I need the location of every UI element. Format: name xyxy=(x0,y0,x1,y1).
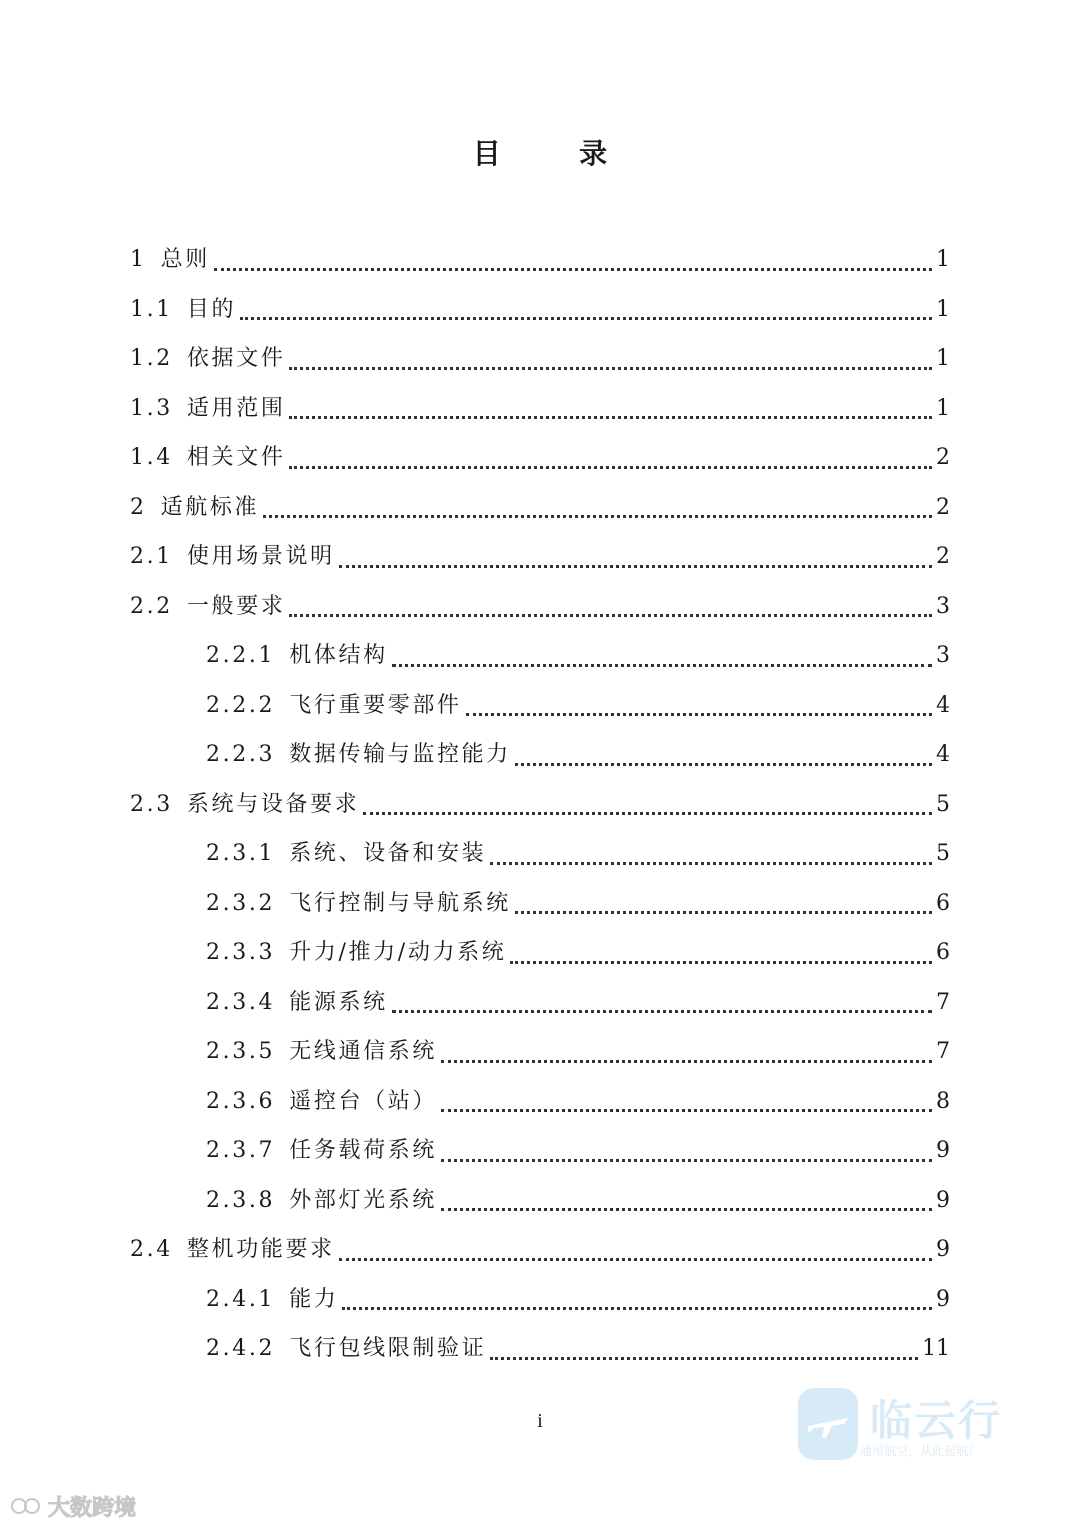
toc-entry[interactable] xyxy=(130,436,950,486)
toc-entry-title: 依据文件 xyxy=(186,346,286,371)
toc-entry-page: 9 xyxy=(936,1138,950,1163)
toc-entry-title: 能源系统 xyxy=(289,989,388,1015)
toc-entry-number: 2.2 xyxy=(130,593,173,619)
toc-entry[interactable] xyxy=(130,585,950,635)
toc-entry-number: 1.3 xyxy=(130,395,173,421)
toc-entry[interactable] xyxy=(130,931,950,981)
toc-dot-leader xyxy=(240,301,932,323)
toc-entry-page: 1 xyxy=(936,296,950,322)
toc-entry-page: 11 xyxy=(922,1336,950,1361)
toc-entry-number: 2 xyxy=(130,494,147,520)
toc-entry-number: 2.4 xyxy=(130,1237,173,1262)
page-number: i xyxy=(537,1410,543,1432)
toc-entry[interactable] xyxy=(130,733,950,783)
toc-entry-page: 9 xyxy=(936,1286,950,1312)
toc-entry-number: 2.2.3 xyxy=(206,742,276,767)
toc-entry-number: 2.3.1 xyxy=(206,841,276,866)
toc-entry-number: 2.4.2 xyxy=(206,1336,276,1361)
toc-entry[interactable] xyxy=(130,535,950,585)
toc-dot-leader xyxy=(515,895,932,917)
toc-entry-title: 系统、设备和安装 xyxy=(289,841,487,866)
toc-entry-page: 3 xyxy=(936,593,950,619)
toc-dot-leader xyxy=(466,697,932,719)
toc-dot-leader xyxy=(339,549,932,571)
toc-entry-page: 8 xyxy=(936,1088,950,1114)
toc-entry-page: 2 xyxy=(936,544,950,569)
toc-entry-number: 2.4.1 xyxy=(206,1286,276,1312)
toc-entry-title: 无线通信系统 xyxy=(289,1039,438,1064)
toc-entry[interactable] xyxy=(130,1030,950,1080)
toc-entry-number: 2.3.6 xyxy=(206,1088,276,1114)
toc-entry[interactable] xyxy=(130,1327,950,1377)
toc-dot-leader xyxy=(289,351,932,373)
toc-entry-title: 适用范围 xyxy=(186,395,286,421)
toc-entry-title: 整机功能要求 xyxy=(186,1237,335,1262)
toc-dot-leader xyxy=(289,450,932,472)
toc-entry-page: 1 xyxy=(936,247,950,272)
toc-dot-leader xyxy=(441,1192,932,1214)
dashu-watermark xyxy=(10,1492,136,1520)
toc-entry[interactable] xyxy=(130,1278,950,1328)
toc-entry-number: 2.2.1 xyxy=(206,643,276,668)
toc-entry[interactable] xyxy=(130,832,950,882)
toc-entry-title: 使用场景说明 xyxy=(186,544,335,569)
toc-entry[interactable] xyxy=(130,1228,950,1278)
toc-entry-number: 2.3.4 xyxy=(206,989,276,1015)
toc-entry-title: 能力 xyxy=(289,1286,339,1312)
toc-entry[interactable] xyxy=(130,783,950,833)
toc-entry-title: 飞行控制与导航系统 xyxy=(289,890,511,916)
toc-entry-page: 9 xyxy=(936,1187,950,1213)
toc-entry-page: 4 xyxy=(936,692,950,718)
toc-dot-leader xyxy=(441,1143,932,1165)
toc-entry-title: 适航标准 xyxy=(160,494,260,520)
toc-dot-leader xyxy=(263,499,932,521)
linyun-brand: 临云行 xyxy=(870,1396,1003,1445)
toc-entry-page: 9 xyxy=(936,1237,950,1262)
toc-entry-number: 1.1 xyxy=(130,296,173,322)
toc-entry-page: 3 xyxy=(936,643,950,668)
toc-entry[interactable] xyxy=(130,238,950,288)
toc-entry-number: 1.2 xyxy=(130,346,173,371)
toc-entry-title: 相关文件 xyxy=(186,445,286,470)
toc-entry[interactable] xyxy=(130,981,950,1031)
linyun-slogan: 通用航空，从此起航！ xyxy=(860,1444,981,1458)
toc-entry-title: 飞行重要零部件 xyxy=(289,692,462,718)
toc-dot-leader xyxy=(441,1093,932,1115)
toc-entry-number: 2.3.3 xyxy=(206,940,276,965)
toc-entry[interactable] xyxy=(130,337,950,387)
toc-entry-number: 2.3.5 xyxy=(206,1039,276,1064)
toc-entry[interactable] xyxy=(130,387,950,437)
toc-entry[interactable] xyxy=(130,288,950,338)
toc-dot-leader xyxy=(515,747,932,769)
toc-dot-leader xyxy=(392,994,932,1016)
toc-entry[interactable] xyxy=(130,1080,950,1130)
dashu-logo-icon xyxy=(10,1494,44,1518)
toc-entry[interactable] xyxy=(130,486,950,536)
toc-entry-number: 2.3.2 xyxy=(206,890,276,916)
toc-dot-leader xyxy=(214,252,932,274)
toc-entry-title: 飞行包线限制验证 xyxy=(289,1336,487,1361)
toc-dot-leader xyxy=(289,598,932,620)
toc-entry-page: 1 xyxy=(936,346,950,371)
page-title: 目 录 xyxy=(472,137,633,170)
toc-entry-title: 遥控台（站） xyxy=(289,1088,438,1114)
toc-entry-page: 7 xyxy=(936,1039,950,1064)
toc-entry-number: 2.3 xyxy=(130,791,173,817)
toc-entry[interactable] xyxy=(130,882,950,932)
toc-dot-leader xyxy=(490,846,932,868)
toc-dot-leader xyxy=(510,945,932,967)
toc-entry-title: 系统与设备要求 xyxy=(186,791,360,817)
linyun-watermark xyxy=(798,1388,1028,1470)
toc-entry-page: 5 xyxy=(936,791,950,817)
toc-entry-number: 2.3.7 xyxy=(206,1138,276,1163)
toc-entry-number: 2.3.8 xyxy=(206,1187,276,1213)
toc-entry-number: 1 xyxy=(130,247,147,272)
airplane-logo-icon xyxy=(798,1388,858,1460)
toc-entry[interactable] xyxy=(130,634,950,684)
toc-entry-page: 2 xyxy=(936,494,950,520)
toc-entry-number: 1.4 xyxy=(130,445,173,470)
toc-entry-title: 数据传输与监控能力 xyxy=(289,742,511,767)
toc-dot-leader xyxy=(490,1341,918,1363)
toc-entry-page: 6 xyxy=(936,890,950,916)
toc-entry-title: 外部灯光系统 xyxy=(289,1187,438,1213)
toc-entry-title: 一般要求 xyxy=(186,593,286,619)
table-of-contents xyxy=(130,238,950,1377)
toc-dot-leader xyxy=(339,1242,932,1264)
dashu-text: 大数跨境 xyxy=(48,1495,137,1521)
toc-entry-number: 2.2.2 xyxy=(206,692,276,718)
toc-entry-page: 1 xyxy=(936,395,950,421)
toc-dot-leader xyxy=(363,796,932,818)
toc-entry-page: 2 xyxy=(936,445,950,470)
toc-entry-page: 6 xyxy=(936,940,950,965)
toc-dot-leader xyxy=(289,400,932,422)
toc-entry[interactable] xyxy=(130,1129,950,1179)
toc-entry-title: 机体结构 xyxy=(289,643,388,668)
toc-entry-page: 4 xyxy=(936,742,950,767)
toc-dot-leader xyxy=(441,1044,932,1066)
toc-entry-title: 目的 xyxy=(186,296,237,322)
toc-dot-leader xyxy=(342,1291,932,1313)
toc-entry[interactable] xyxy=(130,1179,950,1229)
toc-dot-leader xyxy=(392,648,932,670)
toc-entry[interactable] xyxy=(130,684,950,734)
toc-entry-page: 5 xyxy=(936,841,950,866)
toc-entry-page: 7 xyxy=(936,989,950,1015)
toc-entry-number: 2.1 xyxy=(130,544,173,569)
toc-entry-title: 任务载荷系统 xyxy=(289,1138,438,1163)
toc-entry-title: 总则 xyxy=(160,247,210,272)
toc-entry-title: 升力/推力/动力系统 xyxy=(289,940,507,965)
